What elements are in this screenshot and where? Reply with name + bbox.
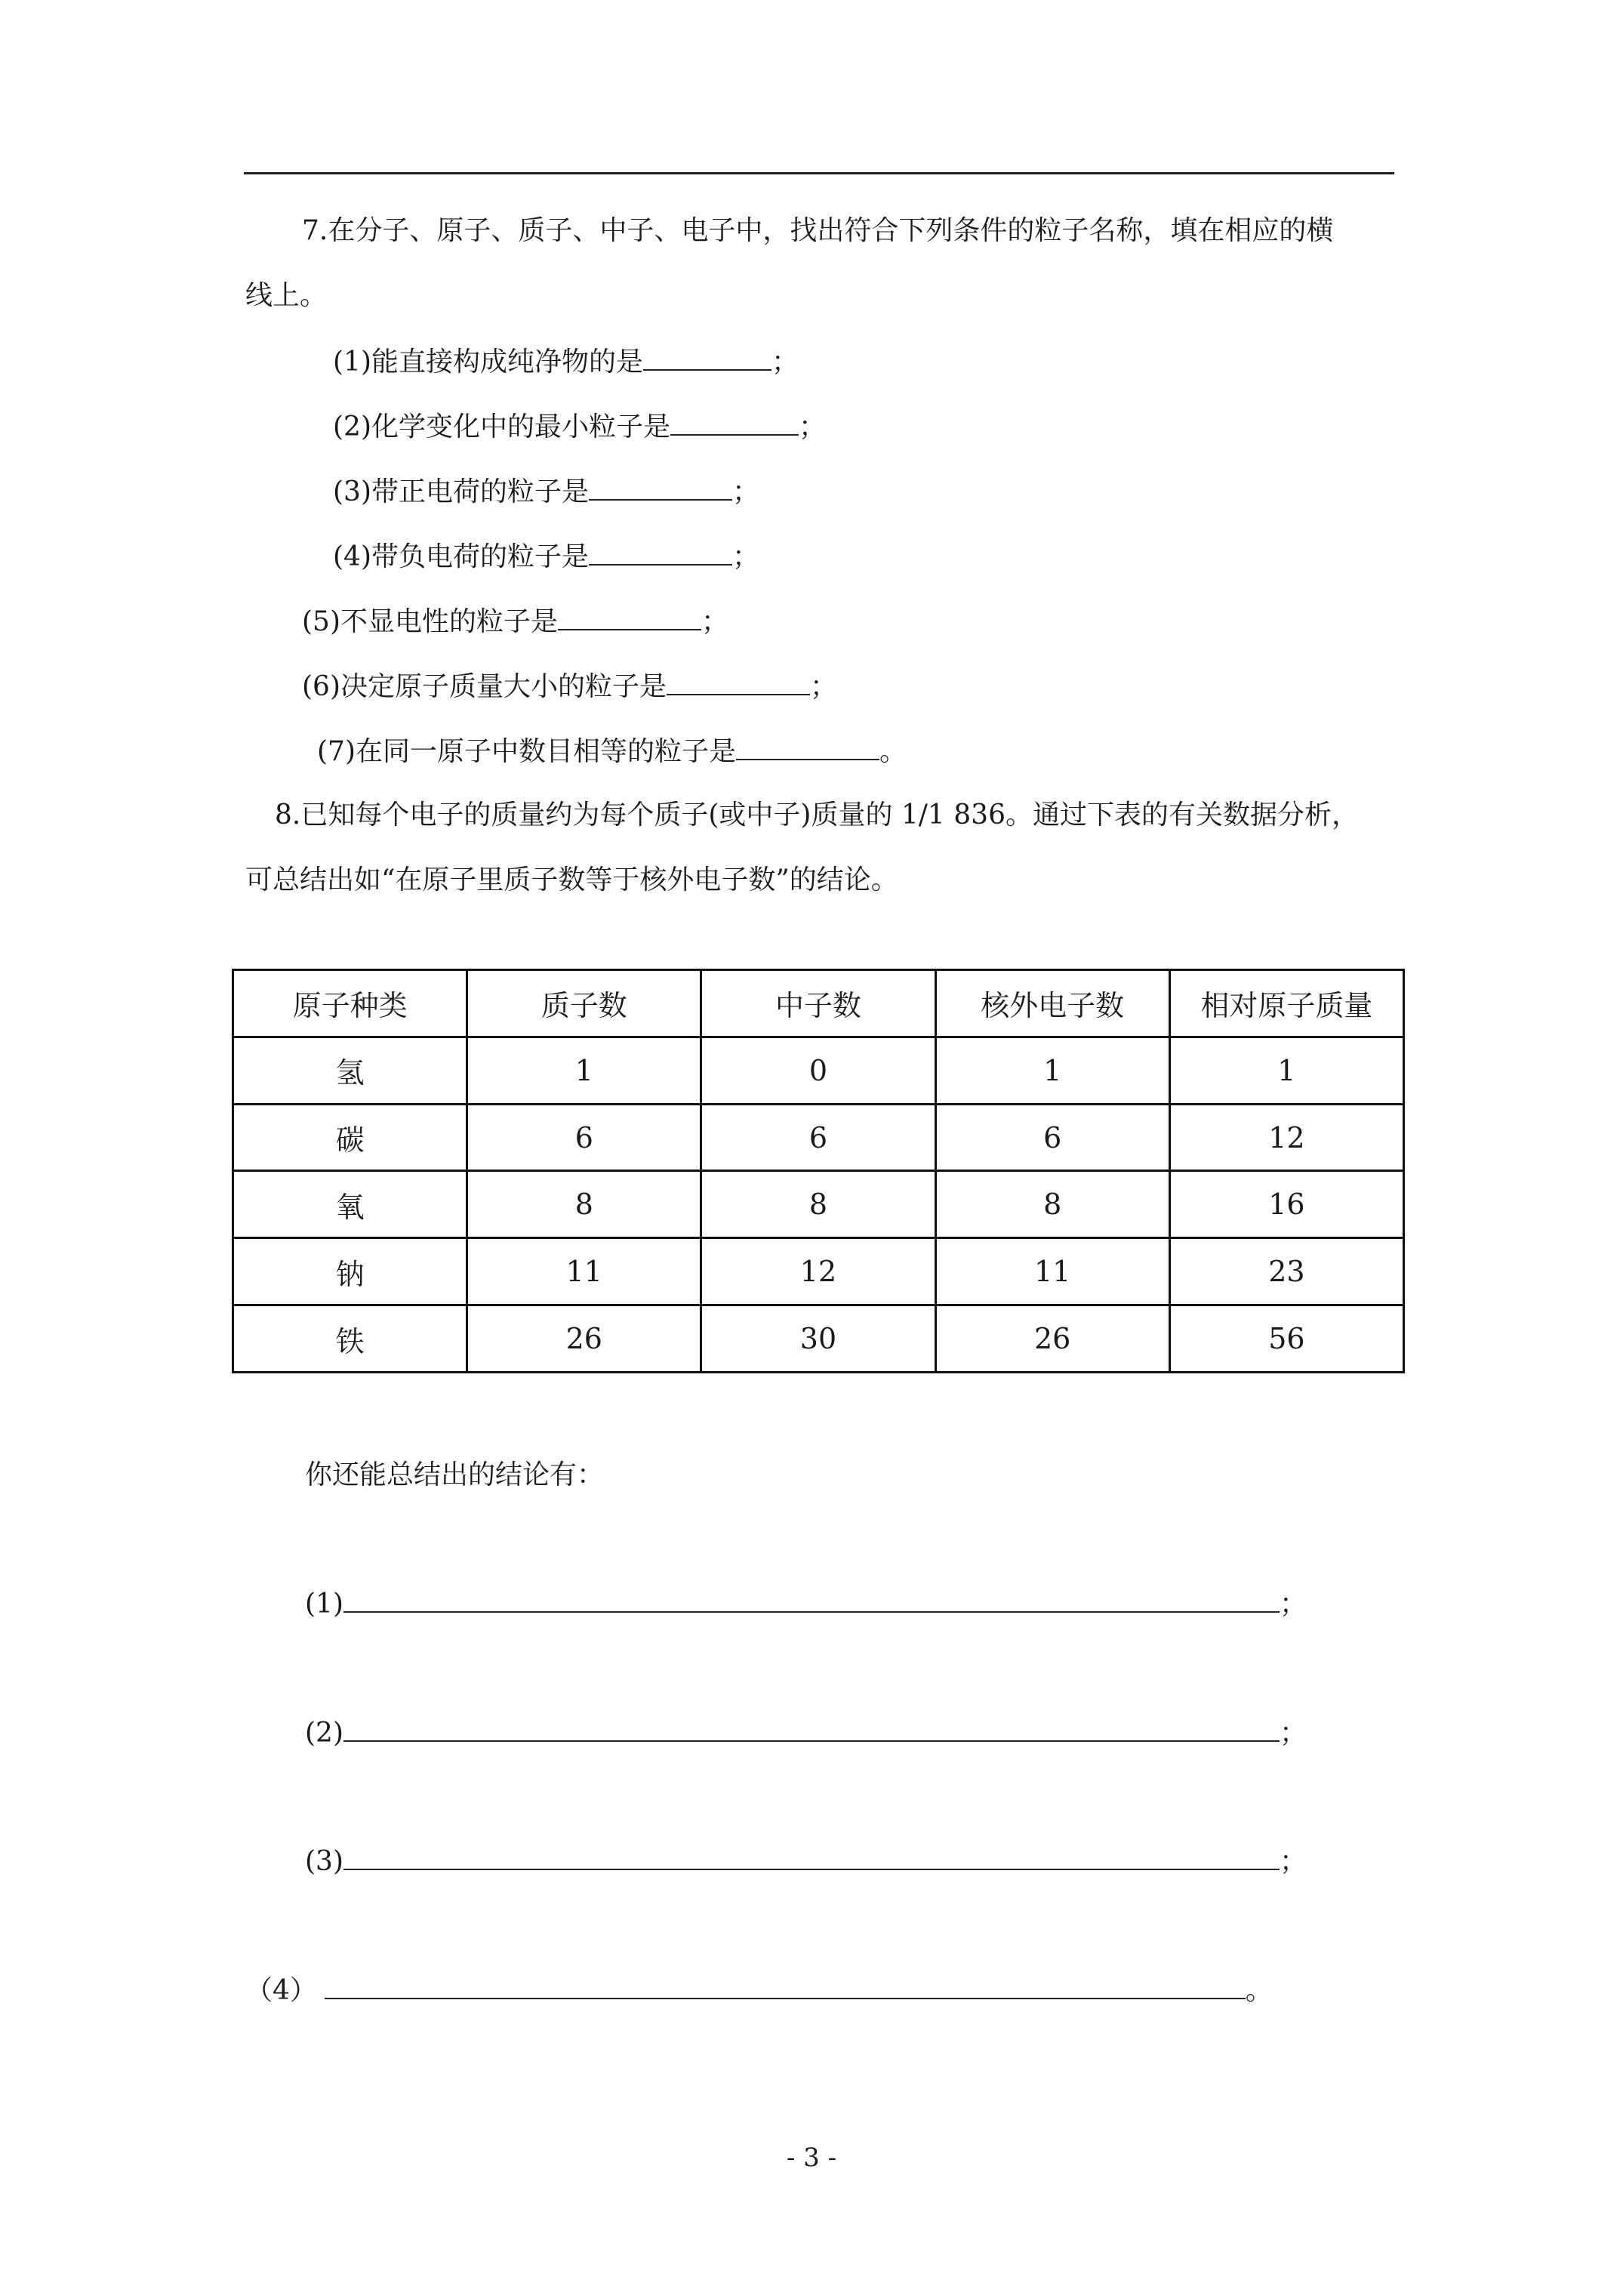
table-cell: 8 bbox=[701, 1171, 935, 1238]
answer-blank[interactable] bbox=[558, 602, 701, 630]
table-cell: 8 bbox=[935, 1171, 1169, 1238]
q7-item-7 bbox=[317, 732, 907, 771]
q7-item-label: (6)决定原子质量大小的粒子是 bbox=[302, 671, 667, 702]
q7-item-end: ； bbox=[810, 671, 838, 702]
table-cell: 6 bbox=[935, 1104, 1169, 1171]
table-cell: 钠 bbox=[233, 1238, 467, 1305]
answer-blank[interactable] bbox=[643, 342, 771, 371]
q7-item-end: ； bbox=[701, 606, 729, 637]
table-cell: 1 bbox=[935, 1037, 1169, 1104]
q7-item-label: (2)化学变化中的最小粒子是 bbox=[333, 411, 670, 442]
answer-line-4 bbox=[245, 1971, 1273, 2010]
answer-blank[interactable] bbox=[325, 1971, 1246, 1999]
answer-end: 。 bbox=[1245, 1975, 1273, 2006]
q7-item-label: (3)带正电荷的粒子是 bbox=[333, 476, 589, 507]
q7-item-end: ； bbox=[799, 411, 827, 442]
header-cell: 中子数 bbox=[701, 970, 935, 1037]
answer-end: ； bbox=[1280, 1846, 1307, 1877]
q7-item-label: (7)在同一原子中数目相等的粒子是 bbox=[317, 736, 736, 767]
table-cell: 6 bbox=[467, 1104, 701, 1171]
answer-label: （4） bbox=[245, 1975, 317, 2006]
table-cell: 30 bbox=[701, 1305, 935, 1373]
table-cell: 氢 bbox=[233, 1037, 467, 1104]
answer-blank[interactable] bbox=[343, 1713, 1280, 1742]
table-row bbox=[233, 1104, 1404, 1171]
table-cell: 12 bbox=[701, 1238, 935, 1305]
table-cell: 56 bbox=[1169, 1305, 1403, 1373]
q7-item-3 bbox=[333, 472, 759, 511]
q7-item-2 bbox=[333, 407, 826, 446]
answer-blank[interactable] bbox=[736, 732, 879, 760]
q8-intro-line2: 可总结出如“在原子里质子数等于核外电子数”的结论。 bbox=[245, 864, 898, 895]
table-cell: 11 bbox=[935, 1238, 1169, 1305]
answer-blank[interactable] bbox=[343, 1841, 1280, 1870]
answer-blank[interactable] bbox=[670, 407, 799, 436]
table-cell: 1 bbox=[467, 1037, 701, 1104]
q7-item-label: (1)能直接构成纯净物的是 bbox=[333, 347, 643, 378]
header-cell: 相对原子质量 bbox=[1169, 970, 1403, 1037]
table-cell: 铁 bbox=[233, 1305, 467, 1373]
answer-end: ； bbox=[1280, 1718, 1307, 1749]
q7-item-end: ； bbox=[771, 347, 799, 378]
answer-line-2 bbox=[305, 1713, 1307, 1752]
q7-item-4 bbox=[333, 537, 759, 576]
table-cell: 16 bbox=[1169, 1171, 1403, 1238]
atom-data-table bbox=[232, 969, 1405, 1373]
answer-line-1 bbox=[305, 1584, 1307, 1623]
table-row bbox=[233, 1171, 1404, 1238]
table-cell: 1 bbox=[1169, 1037, 1403, 1104]
answer-blank[interactable] bbox=[667, 667, 810, 695]
table-row bbox=[233, 1037, 1404, 1104]
q7-item-end: ； bbox=[732, 476, 760, 507]
q7-item-end: 。 bbox=[879, 736, 907, 767]
answer-blank[interactable] bbox=[343, 1584, 1280, 1613]
q7-item-label: (4)带负电荷的粒子是 bbox=[333, 541, 589, 572]
q8-intro-line1: 8.已知每个电子的质量约为每个质子(或中子)质量的 1/1 836。通过下表的有关数据分析， bbox=[275, 800, 1359, 831]
answer-line-3 bbox=[305, 1841, 1307, 1881]
header-rule bbox=[244, 172, 1394, 174]
q7-item-6 bbox=[302, 667, 837, 706]
q7-item-label: (5)不显电性的粒子是 bbox=[302, 606, 558, 637]
table-cell: 23 bbox=[1169, 1238, 1403, 1305]
answer-label: (1) bbox=[305, 1589, 343, 1620]
q7-item-end: ； bbox=[732, 541, 760, 572]
table-row bbox=[233, 1305, 1404, 1373]
page-number: - 3 - bbox=[786, 2143, 837, 2173]
q7-intro-line2: 线上。 bbox=[245, 280, 328, 311]
table-cell: 氧 bbox=[233, 1171, 467, 1238]
header-cell: 核外电子数 bbox=[935, 970, 1169, 1037]
table-cell: 26 bbox=[467, 1305, 701, 1373]
table-cell: 6 bbox=[701, 1104, 935, 1171]
answer-end: ； bbox=[1280, 1589, 1307, 1620]
table-header-row bbox=[233, 970, 1404, 1037]
table-cell: 8 bbox=[467, 1171, 701, 1238]
conclusion-prompt: 你还能总结出的结论有： bbox=[305, 1459, 605, 1490]
q7-intro-line1: 7.在分子、原子、质子、中子、电子中，找出符合下列条件的粒子名称，填在相应的横 bbox=[302, 215, 1334, 246]
table-cell: 11 bbox=[467, 1238, 701, 1305]
q7-item-1 bbox=[333, 342, 799, 381]
header-cell: 原子种类 bbox=[233, 970, 467, 1037]
answer-label: (2) bbox=[305, 1718, 343, 1749]
table-row bbox=[233, 1238, 1404, 1305]
table-cell: 12 bbox=[1169, 1104, 1403, 1171]
answer-blank[interactable] bbox=[589, 472, 732, 501]
table-cell: 26 bbox=[935, 1305, 1169, 1373]
answer-blank[interactable] bbox=[589, 537, 732, 566]
answer-label: (3) bbox=[305, 1846, 343, 1877]
q7-item-5 bbox=[302, 602, 728, 641]
table-cell: 碳 bbox=[233, 1104, 467, 1171]
header-cell: 质子数 bbox=[467, 970, 701, 1037]
table-cell: 0 bbox=[701, 1037, 935, 1104]
